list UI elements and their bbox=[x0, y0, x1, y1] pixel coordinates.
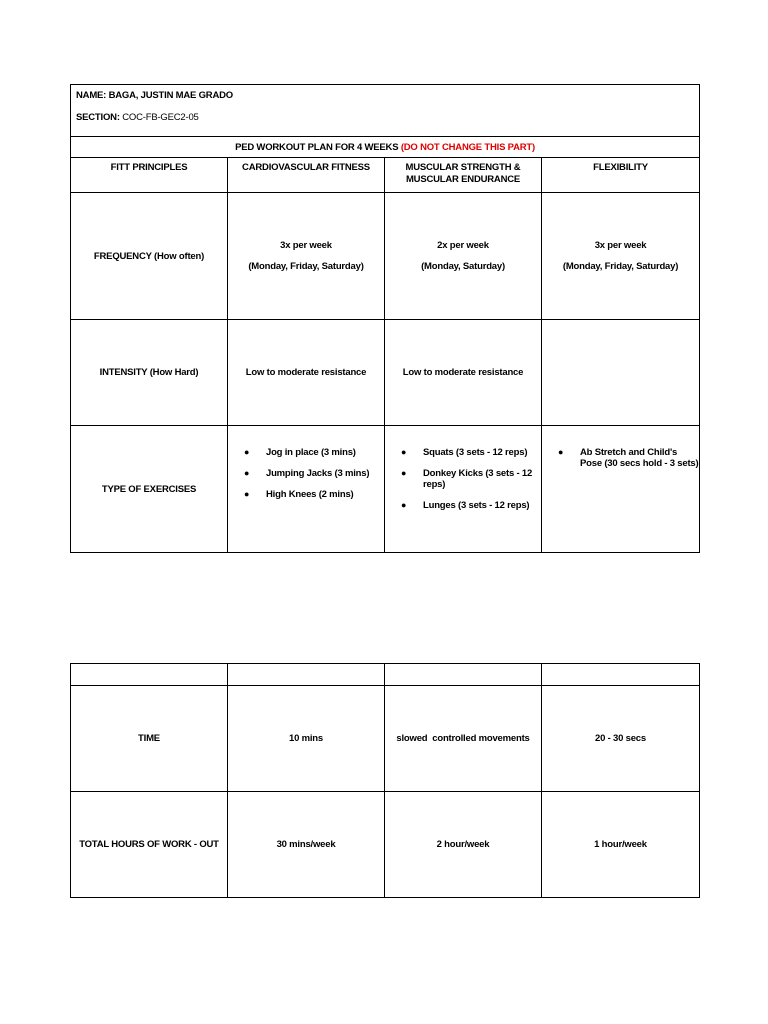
intensity-cardio: Low to moderate resistance bbox=[228, 320, 385, 426]
muscular-exercise-list bbox=[385, 447, 541, 511]
frequency-cardio-count: 3x per week bbox=[280, 239, 332, 251]
list-item: ● Lunges (3 sets - 12 reps) bbox=[401, 500, 530, 511]
cardio-exercise-list bbox=[228, 447, 384, 500]
time-row bbox=[71, 686, 700, 792]
blank-cell bbox=[542, 664, 700, 686]
intensity-flexibility bbox=[542, 320, 700, 426]
frequency-cardio-days: (Monday, Friday, Saturday) bbox=[248, 260, 364, 272]
list-item: ● Jumping Jacks (3 mins) bbox=[244, 468, 370, 479]
header-cardiovascular: CARDIOVASCULAR FITNESS bbox=[228, 158, 385, 193]
time-cardio: 10 mins bbox=[228, 686, 385, 792]
section-line bbox=[76, 111, 694, 124]
total-hours-muscular: 2 hour/week bbox=[385, 792, 542, 898]
total-hours-flexibility: 1 hour/week bbox=[542, 792, 700, 898]
total-hours-label: TOTAL HOURS OF WORK - OUT bbox=[71, 792, 228, 898]
section-value: COC-FB-GEC2-05 bbox=[122, 112, 199, 123]
total-hours-cardio: 30 mins/week bbox=[228, 792, 385, 898]
header-flexibility: FLEXIBILITY bbox=[542, 158, 700, 193]
frequency-muscular-days: (Monday, Saturday) bbox=[421, 260, 505, 272]
header-fitt-principles: FITT PRINCIPLES bbox=[71, 158, 228, 193]
workout-plan-table-continued bbox=[70, 663, 700, 898]
frequency-muscular bbox=[385, 193, 542, 320]
frequency-flexibility bbox=[542, 193, 700, 320]
intensity-label: INTENSITY (How Hard) bbox=[71, 320, 228, 426]
exercise-type-row bbox=[71, 426, 700, 553]
time-label: TIME bbox=[71, 686, 228, 792]
list-item: ● Donkey Kicks (3 sets - 12 reps) bbox=[401, 468, 533, 490]
header-row bbox=[71, 158, 700, 193]
workout-plan-table bbox=[70, 84, 700, 553]
list-item: ● Squats (3 sets - 12 reps) bbox=[401, 447, 528, 458]
time-flexibility: 20 - 30 secs bbox=[542, 686, 700, 792]
name-line bbox=[76, 89, 694, 102]
total-hours-row bbox=[71, 792, 700, 898]
intensity-muscular: Low to moderate resistance bbox=[385, 320, 542, 426]
student-info-row bbox=[71, 85, 700, 137]
list-item: ● Ab Stretch and Child's Pose (30 secs hold - 3 sets) bbox=[558, 447, 699, 469]
bullet-icon: ● bbox=[244, 489, 250, 499]
exercise-type-cardio bbox=[228, 426, 385, 553]
list-item: ● Jog in place (3 mins) bbox=[244, 447, 356, 458]
blank-cell bbox=[71, 664, 228, 686]
blank-cell bbox=[228, 664, 385, 686]
exercise-type-muscular bbox=[385, 426, 542, 553]
frequency-flexibility-count: 3x per week bbox=[594, 239, 647, 251]
frequency-label: FREQUENCY (How often) bbox=[71, 193, 228, 320]
plan-warning: (DO NOT CHANGE THIS PART) bbox=[400, 141, 535, 153]
flexibility-exercise-list bbox=[542, 447, 699, 469]
time-muscular: slowed controlled movements bbox=[385, 686, 542, 792]
bullet-icon: ● bbox=[401, 500, 407, 510]
title-row bbox=[71, 137, 700, 158]
bullet-icon: ● bbox=[244, 447, 250, 457]
frequency-cardio bbox=[228, 193, 385, 320]
name-value: BAGA, JUSTIN MAE GRADO bbox=[108, 90, 233, 101]
bullet-icon: ● bbox=[401, 468, 407, 478]
list-item: ● High Knees (2 mins) bbox=[244, 489, 354, 500]
plan-title-cell bbox=[71, 137, 700, 158]
intensity-row bbox=[71, 320, 700, 426]
bullet-icon: ● bbox=[244, 468, 250, 478]
frequency-flexibility-days: (Monday, Friday, Saturday) bbox=[562, 260, 679, 272]
name-label: NAME: bbox=[76, 90, 107, 101]
student-info-cell bbox=[71, 85, 700, 137]
header-muscular: MUSCULAR STRENGTH & MUSCULAR ENDURANCE bbox=[385, 158, 542, 193]
frequency-row bbox=[71, 193, 700, 320]
section-label: SECTION: bbox=[76, 112, 120, 123]
bullet-icon: ● bbox=[401, 447, 407, 457]
exercise-type-label: TYPE OF EXERCISES bbox=[71, 426, 228, 553]
bullet-icon: ● bbox=[558, 447, 564, 457]
plan-title: PED WORKOUT PLAN FOR 4 WEEKS bbox=[235, 141, 399, 153]
blank-header-row bbox=[71, 664, 700, 686]
exercise-type-flexibility bbox=[542, 426, 700, 553]
frequency-muscular-count: 2x per week bbox=[437, 239, 489, 251]
blank-cell bbox=[385, 664, 542, 686]
